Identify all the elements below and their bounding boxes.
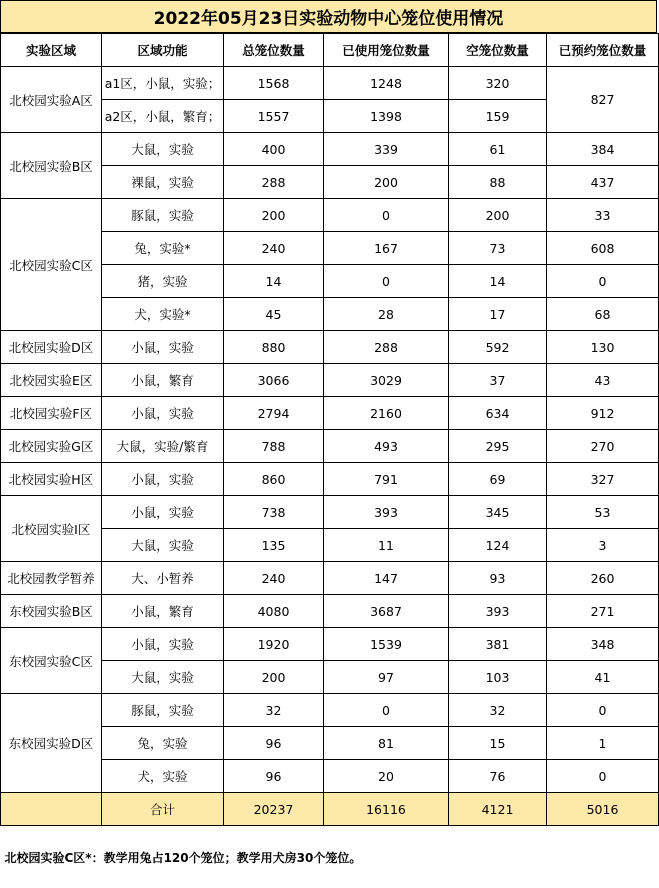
cell-reserved[interactable]: 43 bbox=[547, 364, 659, 397]
cell-used[interactable]: 3029 bbox=[324, 364, 449, 397]
cell-used[interactable]: 393 bbox=[324, 496, 449, 529]
cell-empty[interactable]: 76 bbox=[449, 760, 547, 793]
cell-area[interactable]: 北校园实验I区 bbox=[1, 496, 102, 562]
cell-used[interactable]: 200 bbox=[324, 166, 449, 199]
cell-used[interactable]: 20 bbox=[324, 760, 449, 793]
cell-total[interactable]: 240 bbox=[224, 562, 324, 595]
cell-total[interactable]: 32 bbox=[224, 694, 324, 727]
cell-area[interactable]: 北校园实验C区 bbox=[1, 199, 102, 331]
cell-empty[interactable]: 93 bbox=[449, 562, 547, 595]
total-empty[interactable]: 4121 bbox=[449, 793, 547, 826]
cell-function[interactable]: 大鼠，实验 bbox=[102, 529, 224, 562]
cell-reserved[interactable]: 41 bbox=[547, 661, 659, 694]
cell-used[interactable]: 97 bbox=[324, 661, 449, 694]
table-row bbox=[1, 463, 659, 496]
cell-area[interactable]: 北校园实验G区 bbox=[1, 430, 102, 463]
cell-area[interactable]: 东校园实验D区 bbox=[1, 694, 102, 793]
cell-function[interactable]: 豚鼠，实验 bbox=[102, 694, 224, 727]
cell-empty[interactable]: 200 bbox=[449, 199, 547, 232]
cell-function[interactable]: 裸鼠，实验 bbox=[102, 166, 224, 199]
cell-reserved[interactable]: 437 bbox=[547, 166, 659, 199]
cell-function[interactable]: 小鼠，实验 bbox=[102, 397, 224, 430]
footnote[interactable]: 北校园实验C区*：教学用兔占120个笼位；教学用犬房30个笼位。 bbox=[1, 826, 659, 888]
cell-empty[interactable]: 159 bbox=[449, 100, 547, 133]
cell-reserved[interactable]: 68 bbox=[547, 298, 659, 331]
cell-area[interactable]: 东校园实验C区 bbox=[1, 628, 102, 694]
cell-function[interactable]: a1区，小鼠，实验； bbox=[102, 67, 224, 100]
cell-used[interactable]: 1539 bbox=[324, 628, 449, 661]
table-row bbox=[1, 133, 659, 166]
cell-total[interactable]: 400 bbox=[224, 133, 324, 166]
cell-reserved[interactable]: 827 bbox=[547, 67, 659, 133]
cell-total[interactable]: 788 bbox=[224, 430, 324, 463]
col-header-empty[interactable]: 空笼位数量 bbox=[449, 34, 547, 67]
cell-total[interactable]: 45 bbox=[224, 298, 324, 331]
cell-reserved[interactable]: 130 bbox=[547, 331, 659, 364]
cell-total[interactable]: 135 bbox=[224, 529, 324, 562]
cell-area[interactable]: 北校园实验H区 bbox=[1, 463, 102, 496]
cell-function[interactable]: 小鼠，实验 bbox=[102, 496, 224, 529]
cell-reserved[interactable]: 0 bbox=[547, 760, 659, 793]
cell-total[interactable]: 738 bbox=[224, 496, 324, 529]
cell-total-blank[interactable] bbox=[1, 793, 102, 826]
cell-empty[interactable]: 32 bbox=[449, 694, 547, 727]
cell-used[interactable]: 0 bbox=[324, 199, 449, 232]
cell-reserved[interactable]: 912 bbox=[547, 397, 659, 430]
cell-function[interactable]: 大鼠，实验 bbox=[102, 133, 224, 166]
total-used[interactable]: 16116 bbox=[324, 793, 449, 826]
cell-used[interactable]: 791 bbox=[324, 463, 449, 496]
cell-empty[interactable]: 393 bbox=[449, 595, 547, 628]
cell-used[interactable]: 0 bbox=[324, 694, 449, 727]
cell-used[interactable]: 1248 bbox=[324, 67, 449, 100]
cell-total[interactable]: 14 bbox=[224, 265, 324, 298]
table-row bbox=[1, 67, 659, 100]
cell-used[interactable]: 28 bbox=[324, 298, 449, 331]
cell-area[interactable]: 北校园实验D区 bbox=[1, 331, 102, 364]
cell-empty[interactable]: 69 bbox=[449, 463, 547, 496]
table-row bbox=[1, 595, 659, 628]
cell-empty[interactable]: 37 bbox=[449, 364, 547, 397]
cell-total[interactable]: 860 bbox=[224, 463, 324, 496]
cell-function[interactable]: 小鼠，繁育 bbox=[102, 595, 224, 628]
total-cages[interactable]: 20237 bbox=[224, 793, 324, 826]
cell-total[interactable]: 3066 bbox=[224, 364, 324, 397]
cell-total[interactable]: 1568 bbox=[224, 67, 324, 100]
cell-used[interactable]: 81 bbox=[324, 727, 449, 760]
cell-used[interactable]: 1398 bbox=[324, 100, 449, 133]
cell-function[interactable]: 兔，实验* bbox=[102, 232, 224, 265]
table-row bbox=[1, 628, 659, 661]
cell-empty[interactable]: 592 bbox=[449, 331, 547, 364]
table-row bbox=[1, 397, 659, 430]
cell-empty[interactable]: 124 bbox=[449, 529, 547, 562]
cell-empty[interactable]: 17 bbox=[449, 298, 547, 331]
cell-area[interactable]: 北校园实验E区 bbox=[1, 364, 102, 397]
cell-function[interactable]: 小鼠，实验 bbox=[102, 628, 224, 661]
cell-function[interactable]: 猪，实验 bbox=[102, 265, 224, 298]
cell-empty[interactable]: 14 bbox=[449, 265, 547, 298]
total-row bbox=[1, 793, 659, 826]
col-header-used[interactable]: 已使用笼位数量 bbox=[324, 34, 449, 67]
table-row bbox=[1, 364, 659, 397]
cell-used[interactable]: 2160 bbox=[324, 397, 449, 430]
col-header-reserved[interactable]: 已预约笼位数量 bbox=[547, 34, 659, 67]
cell-reserved[interactable]: 1 bbox=[547, 727, 659, 760]
cell-function[interactable]: a2区，小鼠，繁育； bbox=[102, 100, 224, 133]
col-header-area[interactable]: 实验区域 bbox=[1, 34, 102, 67]
cell-empty[interactable]: 88 bbox=[449, 166, 547, 199]
cell-empty[interactable]: 73 bbox=[449, 232, 547, 265]
cell-reserved[interactable]: 53 bbox=[547, 496, 659, 529]
cell-empty[interactable]: 320 bbox=[449, 67, 547, 100]
table-row bbox=[1, 430, 659, 463]
cell-reserved[interactable]: 270 bbox=[547, 430, 659, 463]
cell-total[interactable]: 4080 bbox=[224, 595, 324, 628]
cell-empty[interactable]: 103 bbox=[449, 661, 547, 694]
cell-empty[interactable]: 634 bbox=[449, 397, 547, 430]
cell-used[interactable]: 3687 bbox=[324, 595, 449, 628]
cell-function[interactable]: 犬，实验 bbox=[102, 760, 224, 793]
cell-function[interactable]: 豚鼠，实验 bbox=[102, 199, 224, 232]
cell-used[interactable]: 288 bbox=[324, 331, 449, 364]
sheet-title: 2022年05月23日实验动物中心笼位使用情况 bbox=[0, 0, 657, 33]
cell-total[interactable]: 1920 bbox=[224, 628, 324, 661]
cell-used[interactable]: 0 bbox=[324, 265, 449, 298]
cell-reserved[interactable]: 327 bbox=[547, 463, 659, 496]
cell-reserved[interactable]: 384 bbox=[547, 133, 659, 166]
total-reserved[interactable]: 5016 bbox=[547, 793, 659, 826]
cell-reserved[interactable]: 348 bbox=[547, 628, 659, 661]
cell-empty[interactable]: 61 bbox=[449, 133, 547, 166]
cell-used[interactable]: 11 bbox=[324, 529, 449, 562]
cell-reserved[interactable]: 3 bbox=[547, 529, 659, 562]
cell-total[interactable]: 2794 bbox=[224, 397, 324, 430]
cell-function[interactable]: 大鼠，实验/繁育 bbox=[102, 430, 224, 463]
cell-total[interactable]: 96 bbox=[224, 727, 324, 760]
cell-reserved[interactable]: 0 bbox=[547, 694, 659, 727]
col-header-total[interactable]: 总笼位数量 bbox=[224, 34, 324, 67]
cell-reserved[interactable]: 608 bbox=[547, 232, 659, 265]
cell-used[interactable]: 147 bbox=[324, 562, 449, 595]
cell-total[interactable]: 200 bbox=[224, 199, 324, 232]
cell-used[interactable]: 339 bbox=[324, 133, 449, 166]
cell-area[interactable]: 北校园实验B区 bbox=[1, 133, 102, 199]
cell-function[interactable]: 小鼠，繁育 bbox=[102, 364, 224, 397]
cell-total[interactable]: 96 bbox=[224, 760, 324, 793]
cell-reserved[interactable]: 260 bbox=[547, 562, 659, 595]
col-header-function[interactable]: 区域功能 bbox=[102, 34, 224, 67]
cell-function[interactable]: 小鼠，实验 bbox=[102, 331, 224, 364]
note-row bbox=[1, 826, 659, 888]
cell-function[interactable]: 大、小暂养 bbox=[102, 562, 224, 595]
table-row bbox=[1, 562, 659, 595]
total-label[interactable]: 合计 bbox=[102, 793, 224, 826]
cell-total[interactable]: 288 bbox=[224, 166, 324, 199]
cell-used[interactable]: 167 bbox=[324, 232, 449, 265]
cell-empty[interactable]: 15 bbox=[449, 727, 547, 760]
cell-reserved[interactable]: 33 bbox=[547, 199, 659, 232]
cell-area[interactable]: 北校园实验A区 bbox=[1, 67, 102, 133]
table-row bbox=[1, 199, 659, 232]
cell-area[interactable]: 东校园实验B区 bbox=[1, 595, 102, 628]
cell-reserved[interactable]: 271 bbox=[547, 595, 659, 628]
cell-area[interactable]: 北校园实验F区 bbox=[1, 397, 102, 430]
cell-used[interactable]: 493 bbox=[324, 430, 449, 463]
cell-total[interactable]: 240 bbox=[224, 232, 324, 265]
cell-total[interactable]: 200 bbox=[224, 661, 324, 694]
cell-function[interactable]: 小鼠，实验 bbox=[102, 463, 224, 496]
cell-total[interactable]: 1557 bbox=[224, 100, 324, 133]
cell-function[interactable]: 犬，实验* bbox=[102, 298, 224, 331]
table-row bbox=[1, 496, 659, 529]
table-row bbox=[1, 694, 659, 727]
cage-usage-table bbox=[0, 33, 659, 888]
cell-function[interactable]: 大鼠，实验 bbox=[102, 661, 224, 694]
table-row bbox=[1, 331, 659, 364]
cell-reserved[interactable]: 0 bbox=[547, 265, 659, 298]
cell-empty[interactable]: 345 bbox=[449, 496, 547, 529]
cell-area[interactable]: 北校园教学暂养 bbox=[1, 562, 102, 595]
cell-empty[interactable]: 295 bbox=[449, 430, 547, 463]
cell-function[interactable]: 兔，实验 bbox=[102, 727, 224, 760]
cell-total[interactable]: 880 bbox=[224, 331, 324, 364]
header-row bbox=[1, 34, 659, 67]
cell-empty[interactable]: 381 bbox=[449, 628, 547, 661]
